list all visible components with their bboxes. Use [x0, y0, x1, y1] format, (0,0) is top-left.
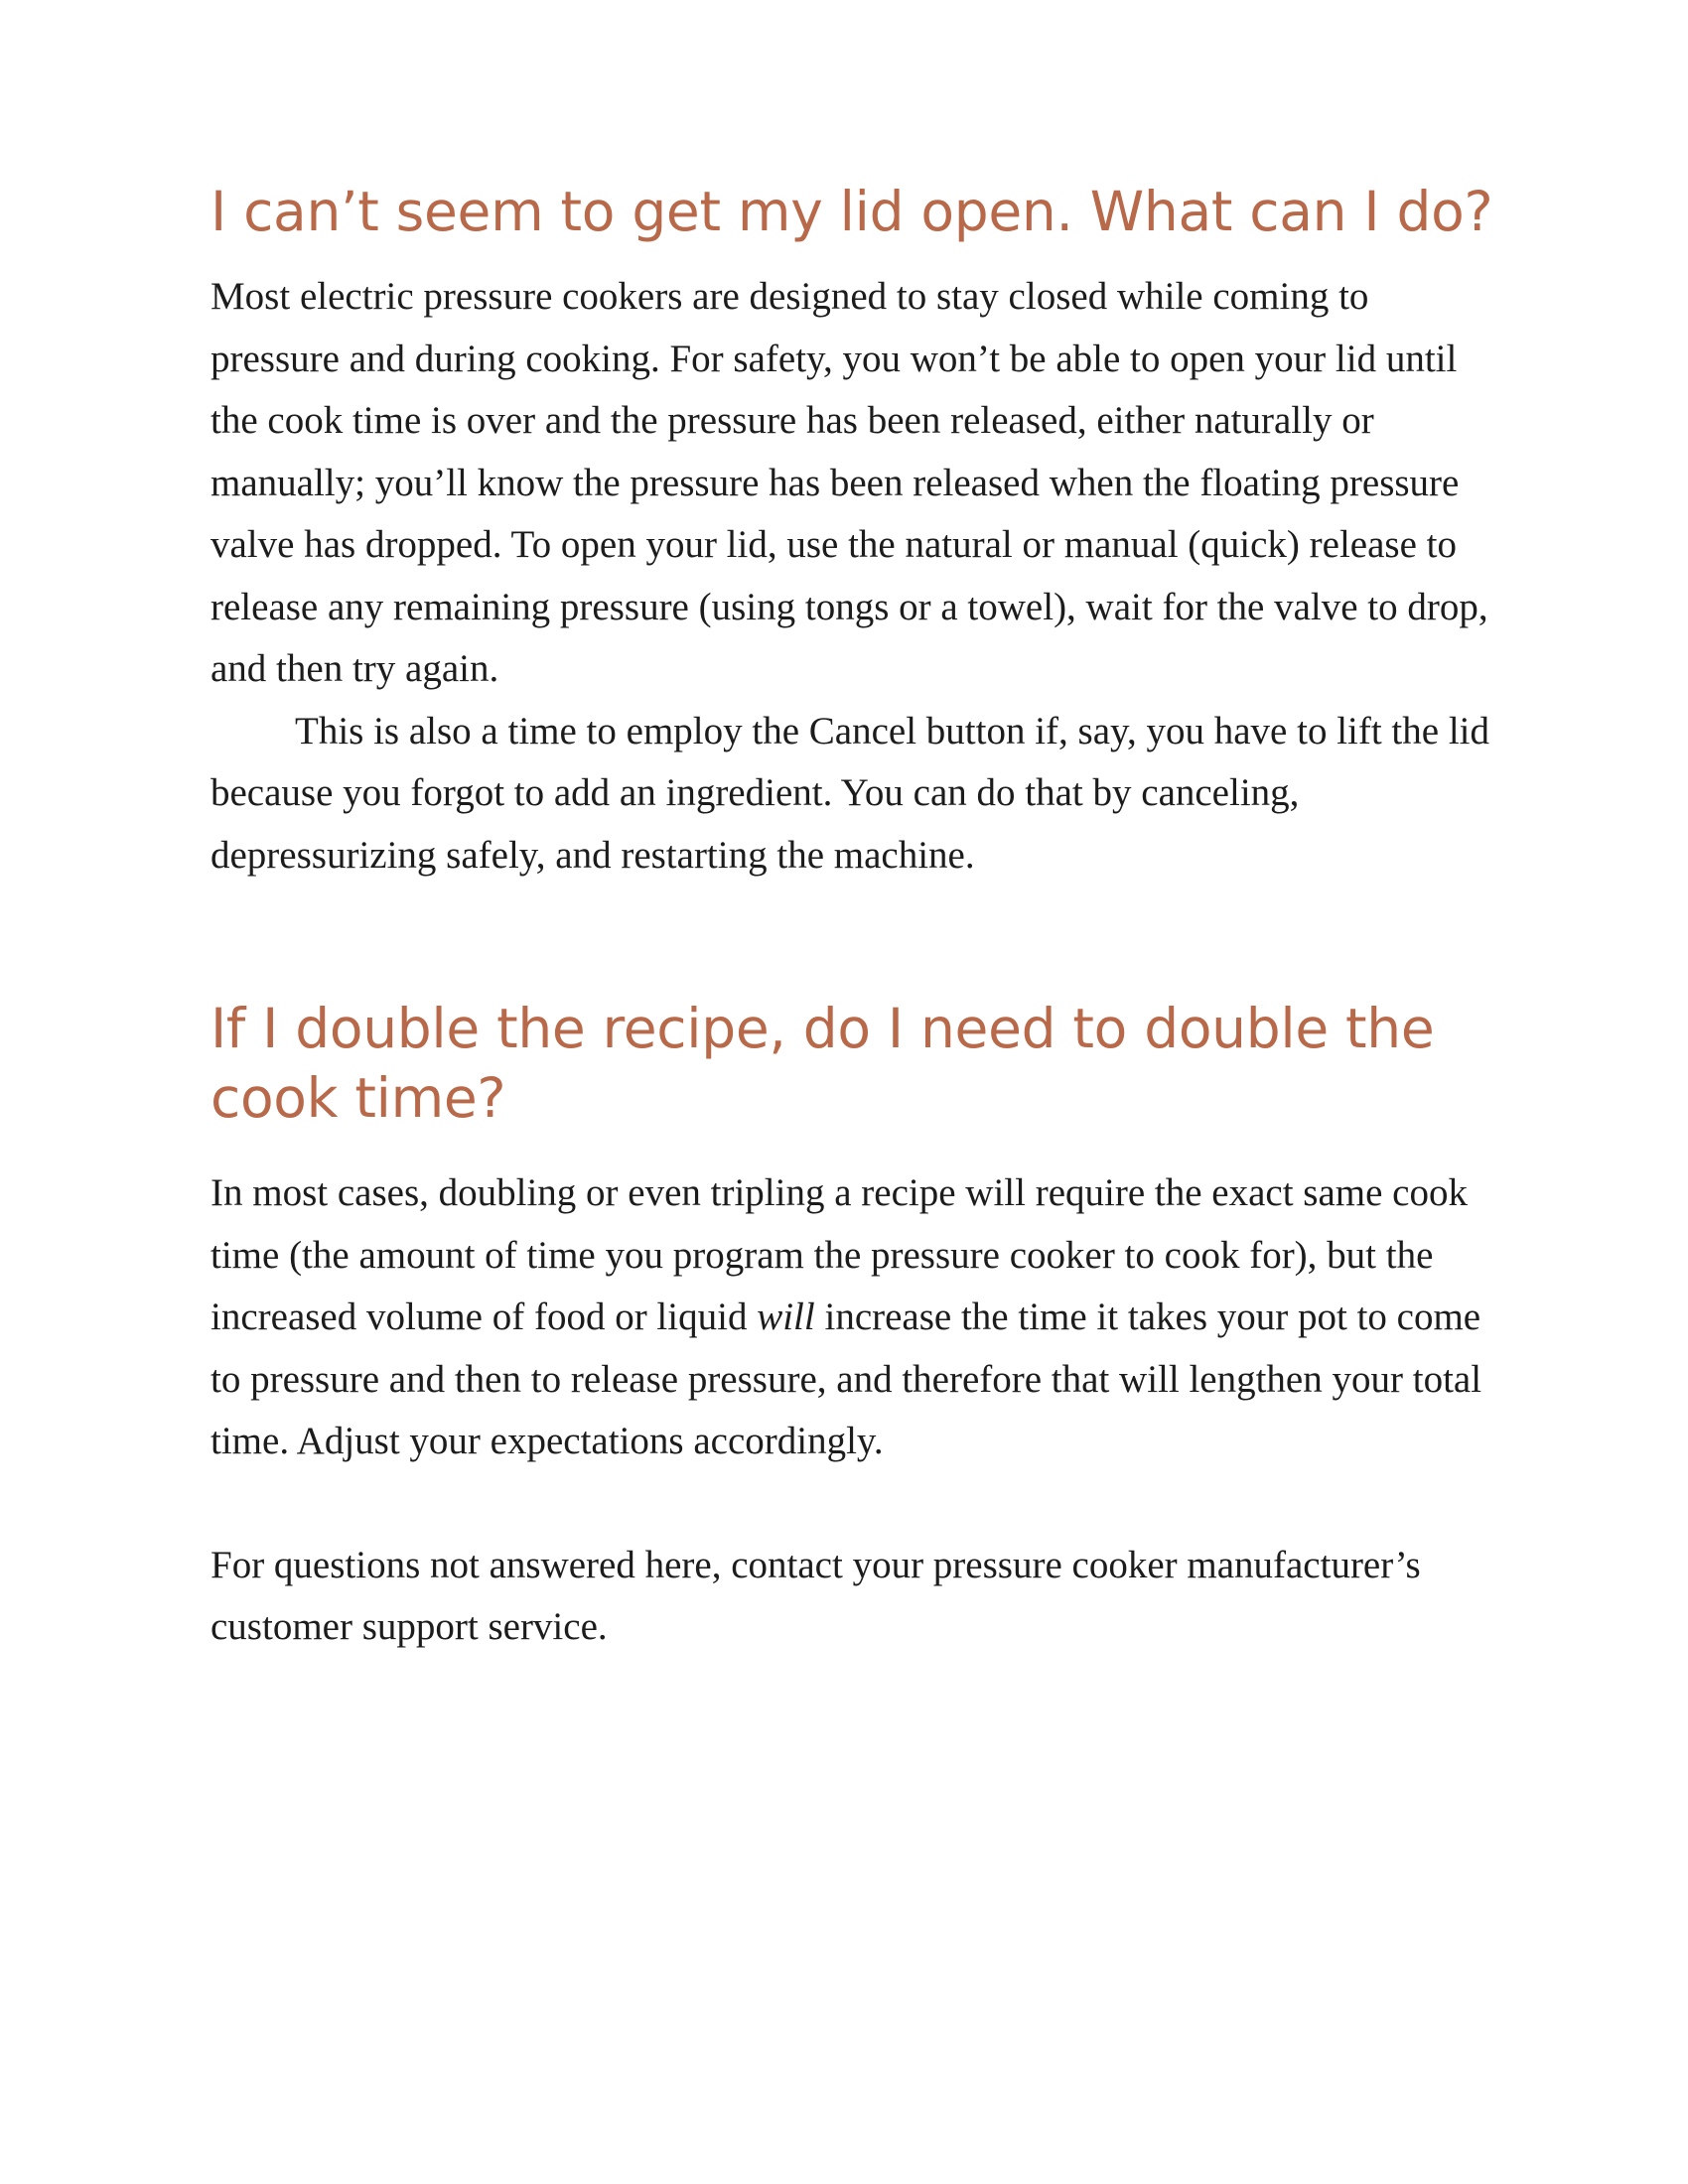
- faq-heading-double-recipe: [211, 994, 1501, 1133]
- closing-note: For questions not answered here, contact your pressure cooker manufacturer’s customer support service.: [211, 1543, 1421, 1648]
- faq-answer-lid-paragraph-1: Most electric pressure cookers are designed to stay closed while coming to pressure and during cooking. For safety, you won’t be able to open your lid until the cook time is over and the pressure has been released, either naturally or manually; you’ll know the pressure has been released when the floating pressure valve has dropped. To open your lid, use the natural or manual (quick) release to release any remaining pressure (using tongs or a towel), wait for the valve to drop, and then try again.: [211, 275, 1488, 690]
- faq-answer-lid-paragraph-2: This is also a time to employ the Cancel button if, say, you have to lift the lid because you forgot to add an ingredient. You can do that by canceling, depressurizing safely, and restarting the machine.: [211, 709, 1490, 877]
- answer-text-before-emphasis: In most cases, doubling or even tripling a recipe will require the exact same cook time (the amount of time you program the pressure cooker to cook for), but the increased volume of food or liquid: [211, 1171, 1468, 1338]
- faq-heading-double-recipe-line-1: If I double the recipe, do I need to double the: [211, 997, 1435, 1060]
- emphasis-will: will: [757, 1296, 815, 1338]
- answer-text-after-emphasis: increase the time it takes your pot to come to pressure and then to release pressure, and therefore that will lengthen your total time. Adjust your expectations accordingly.: [211, 1296, 1482, 1462]
- document-page: [211, 177, 1501, 1659]
- faq-heading-lid: I can’t seem to get my lid open. What can I do?: [211, 180, 1493, 243]
- faq-section-double-recipe: [211, 994, 1501, 1473]
- faq-heading-double-recipe-line-2: cook time?: [211, 1066, 506, 1130]
- faq-answer-double-recipe: [211, 1162, 1501, 1473]
- faq-section-lid: [211, 177, 1501, 887]
